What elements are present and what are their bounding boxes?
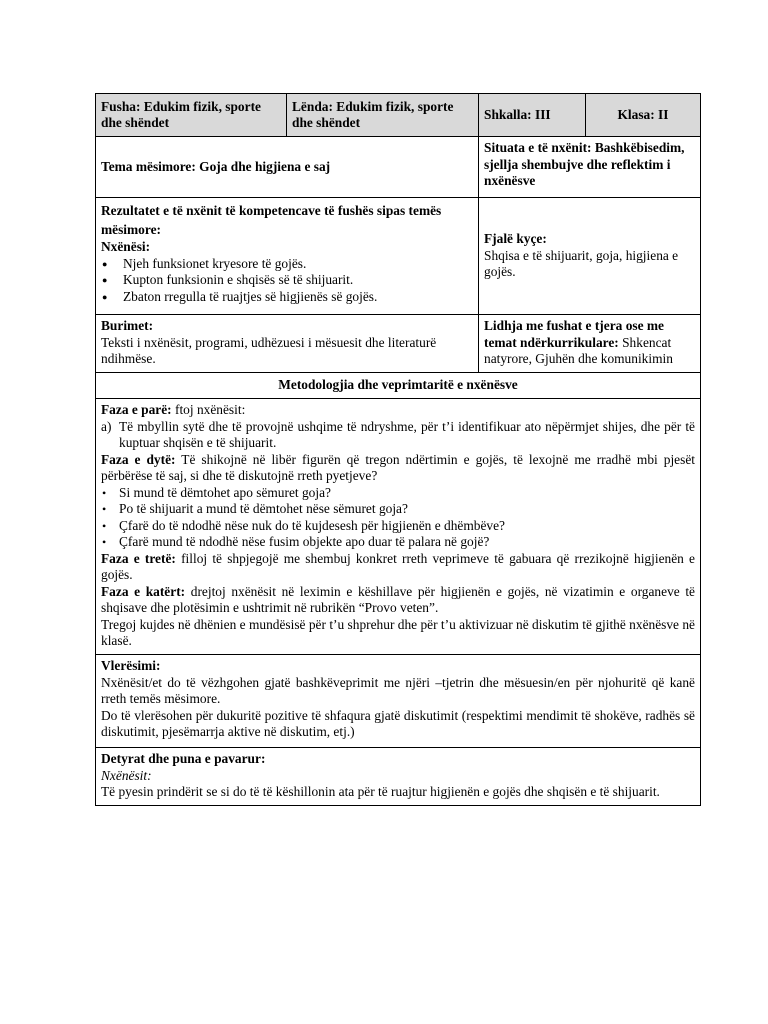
vleresimi-row xyxy=(96,655,701,748)
tema-row xyxy=(96,137,701,198)
faza4-label: Faza e katërt: xyxy=(101,583,186,599)
burimet-title: Burimet: xyxy=(101,318,154,333)
metodologjia-heading: Metodologjia dhe veprimtaritë e nxënësve xyxy=(96,373,701,399)
rezultatet-title: Rezultatet e të nxënit të kompetencave të fushës sipas temës mësimore: xyxy=(101,203,442,237)
faza3-label: Faza e tretë: xyxy=(101,550,176,566)
fazat-cell xyxy=(96,399,701,655)
faza1-text: ftoj nxënësit: xyxy=(171,402,246,417)
list-item: ● Njeh funksionet kryesore të gojës. xyxy=(101,256,473,273)
metodologjia-row xyxy=(96,373,701,399)
faza1-item-marker: a) xyxy=(101,418,112,434)
lesson-plan-table xyxy=(95,93,701,806)
faza2-paragraph xyxy=(101,452,695,485)
detyrat-text: Të pyesin prindërit se si do të të këshillonin ata për të ruajtur higjienën e gojës dhe shqisën e të shijuarit. xyxy=(101,784,660,799)
lidhja-cell xyxy=(479,315,701,373)
list-item: • Çfarë mund të ndodhë nëse fusim objekte apo duar të palara në gojë? xyxy=(101,534,695,551)
faza1-paragraph xyxy=(101,402,695,419)
klasa-cell: Klasa: II xyxy=(586,94,701,137)
faza3-text: filloj të shpjegojë me shembuj konkret rreth veprimeve të gabuara që rrezikojnë higjienën e gojës. xyxy=(101,550,695,582)
tema-cell: Tema mësimore: Goja dhe higjiena e saj xyxy=(96,137,479,198)
fjale-cell xyxy=(479,198,701,315)
header-row xyxy=(96,94,701,137)
situata-cell: Situata e të nxënit: Bashkëbisedim, sjellja shembujve dhe reflektim i nxënësve xyxy=(479,137,701,198)
rezultatet-cell xyxy=(96,198,479,315)
detyrat-cell xyxy=(96,748,701,806)
fjale-title: Fjalë kyçe: xyxy=(484,231,547,247)
faza4-paragraph xyxy=(101,584,695,617)
faza2-label: Faza e dytë: xyxy=(101,451,176,467)
burimet-text: Teksti i nxënësit, programi, udhëzuesi i mësuesit dhe literaturë ndihmëse. xyxy=(101,334,437,366)
vleresimi-p1: Nxënësit/et do të vëzhgohen gjatë bashkëveprimit me njëri –tjetrin dhe mësuesin/en për njohuritë që kanë rreth temës mësimore. xyxy=(101,674,695,706)
detyrat-subtitle: Nxënësit: xyxy=(101,767,152,783)
tregoj-paragraph: Tregoj kujdes në dhënien e mundësisë për t’u shprehur dhe për t’u aktivizuar në diskutim të gjithë nxënësve në klasë. xyxy=(101,616,695,648)
faza3-paragraph xyxy=(101,551,695,584)
burimet-row xyxy=(96,315,701,373)
list-item: • Po të shijuarit a mund të dëmtohet nëse sëmuret goja? xyxy=(101,501,695,518)
list-item: • Çfarë do të ndodhë nëse nuk do të kujdesesh për higjienën e dhëmbëve? xyxy=(101,518,695,535)
faza1-item xyxy=(101,419,695,452)
shkalla-cell: Shkalla: III xyxy=(479,94,586,137)
lenda-cell: Lënda: Edukim fizik, sporte dhe shëndet xyxy=(287,94,479,137)
list-item: • Si mund të dëmtohet apo sëmuret goja? xyxy=(101,485,695,502)
list-item: ● Kupton funksionin e shqisës së të shijuarit. xyxy=(101,272,473,289)
lidhja-text: Shkencat natyrore, Gjuhën dhe komunikimin xyxy=(484,334,673,366)
lidhja-title: Lidhja me fushat e tjera ose me temat ndërkurrikulare: xyxy=(484,318,664,350)
fusha-cell: Fusha: Edukim fizik, sporte dhe shëndet xyxy=(96,94,287,137)
rezultatet-subtitle: Nxënësi: xyxy=(101,239,151,254)
fazat-row xyxy=(96,399,701,655)
vleresimi-title: Vlerësimi: xyxy=(101,658,161,673)
faza1-label: Faza e parë: xyxy=(101,402,172,417)
rezultatet-list xyxy=(101,256,473,306)
rezultatet-row xyxy=(96,198,701,315)
list-item: ● Zbaton rregulla të ruajtjes së higjienës së gojës. xyxy=(101,289,473,306)
faza4-text: drejtoj nxënësit në leximin e këshillave për higjienën e gojës, në vizatimin e organeve të shqisave dhe plotësimin e ushtrimit në rubrikën “Provo veten”. xyxy=(101,583,695,615)
vleresimi-cell xyxy=(96,655,701,748)
detyrat-title: Detyrat dhe puna e pavarur: xyxy=(101,751,266,766)
faza2-questions xyxy=(101,485,695,551)
faza1-item-text: Të mbyllin sytë dhe të provojnë ushqime të ndryshme, për t’i identifikuar ato nëpërmjet shijes, dhe për të kuptuar shqisën e të shijuarit. xyxy=(119,418,695,450)
faza2-text: Të shikojnë në libër figurën që tregon ndërtimin e gojës, të lexojnë me rradhë mbi pjesët përbërëse të saj, si dhe të diskutojnë rreth pyetjeve? xyxy=(101,451,695,483)
burimet-cell xyxy=(96,315,479,373)
detyrat-row xyxy=(96,748,701,806)
fjale-text: Shqisa e të shijuarit, goja, higjiena e gojës. xyxy=(484,247,679,280)
vleresimi-p2: Do të vlerësohen për dukuritë pozitive të shfaqura gjatë diskutimit (respektimi mendimit të shokëve, radhës së diskutimit, pjesëmarrja aktive në diskutim, etj.) xyxy=(101,707,695,739)
